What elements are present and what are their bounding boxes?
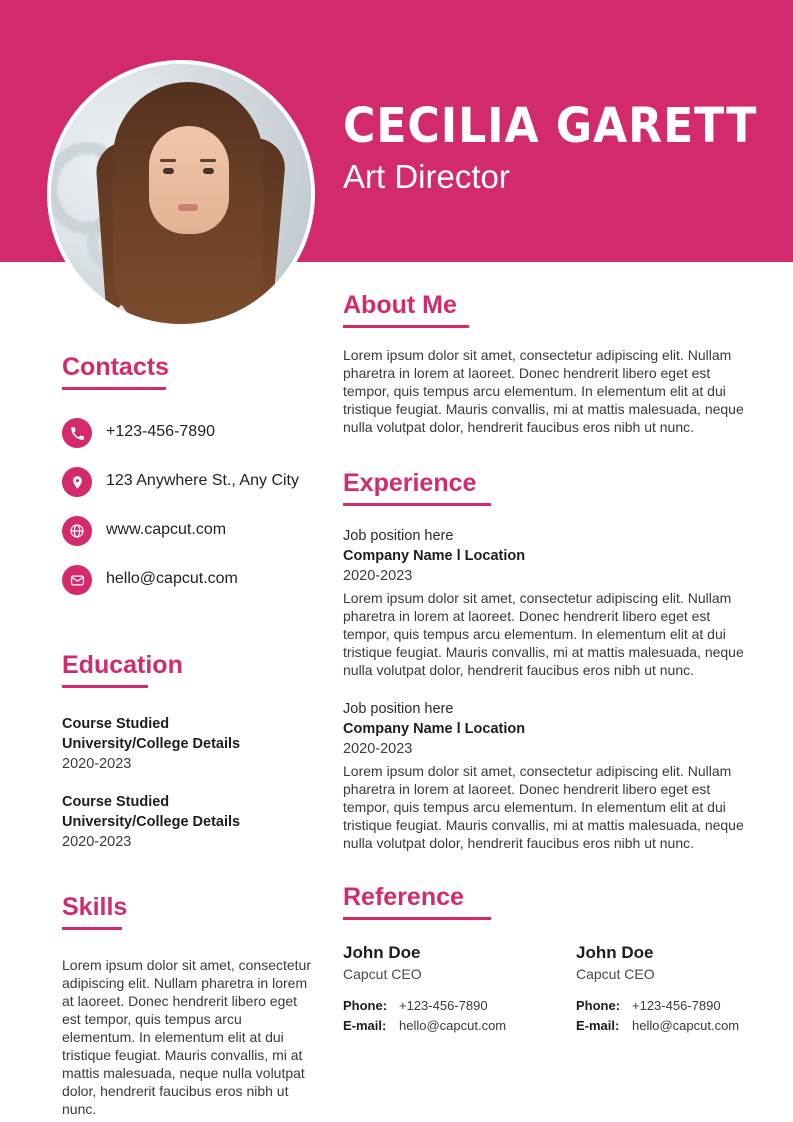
portrait-brow-left	[160, 159, 176, 162]
left-column	[62, 352, 314, 1118]
reference-name: John Doe	[576, 943, 654, 962]
list-item	[62, 792, 314, 852]
contacts-section	[62, 352, 314, 595]
spacer	[62, 614, 314, 650]
contact-item-phone[interactable]	[62, 418, 314, 448]
skills-section	[62, 892, 314, 1118]
experience-heading: Experience	[343, 469, 477, 497]
skills-body: Lorem ipsum dolor sit amet, consectetur adipiscing elit. Nullam pharetra in lorem at laoreet. Donec hendrerit libero eget est tempor, quis tempus arcu elementum. In elementum elit at dui tristique feugiat. Mauris convallis, mi at mattis malesuada, neque nulla volutpat dolor, hendrerit faucibus eros nibh ut nunc.	[62, 957, 311, 1117]
contact-item-email[interactable]	[62, 565, 314, 595]
reference-email-row	[576, 1016, 751, 1036]
reference-item	[576, 942, 751, 1036]
reference-list	[343, 942, 751, 1036]
reference-phone-row	[576, 996, 751, 1016]
page-title: CECILIA GARETT	[343, 98, 758, 154]
reference-email-label: E-mail:	[343, 1018, 387, 1033]
about-rule	[343, 325, 469, 328]
list-item	[62, 714, 314, 774]
reference-email-label: E-mail:	[576, 1018, 620, 1033]
education-course: Course Studied	[62, 794, 170, 810]
experience-position: Job position here	[343, 701, 454, 717]
education-years: 2020-2023	[62, 756, 132, 772]
reference-role: Capcut CEO	[576, 966, 655, 982]
right-column	[343, 290, 751, 1036]
reference-role: Capcut CEO	[343, 966, 422, 982]
education-section	[62, 650, 314, 852]
contacts-rule	[62, 387, 166, 390]
portrait-face	[149, 126, 229, 234]
location-pin-icon	[62, 467, 92, 497]
reference-email-value: hello@capcut.com	[632, 1018, 740, 1033]
contacts-heading: Contacts	[62, 353, 169, 381]
phone-icon	[62, 418, 92, 448]
reference-item	[343, 942, 518, 1036]
portrait-lips	[178, 204, 198, 211]
reference-phone-value: +123-456-7890	[632, 998, 721, 1013]
reference-phone-row	[343, 996, 518, 1016]
education-school: University/College Details	[62, 814, 241, 830]
contact-item-website[interactable]	[62, 516, 314, 546]
reference-section	[343, 882, 751, 1036]
experience-section	[343, 468, 751, 852]
experience-body: Lorem ipsum dolor sit amet, consectetur adipiscing elit. Nullam pharetra in lorem at laoreet. Donec hendrerit libero eget est tempor, quis tempus arcu elementum. In elementum elit at dui tristique feugiat. Mauris convallis, mi at mattis malesuada, neque nulla volutpat dolor, hendrerit faucibus eros nibh ut nunc.	[343, 590, 744, 678]
contact-item-address[interactable]	[62, 467, 314, 497]
skills-rule	[62, 927, 122, 930]
contact-email-value: hello@capcut.com	[106, 570, 238, 587]
reference-phone-label: Phone:	[576, 998, 621, 1013]
experience-rule	[343, 503, 491, 506]
portrait-eye-right	[203, 168, 214, 174]
reference-phone-label: Phone:	[343, 998, 388, 1013]
contact-address-value: 123 Anywhere St., Any City	[106, 472, 299, 489]
education-rule	[62, 685, 148, 688]
envelope-icon	[62, 565, 92, 595]
experience-position: Job position here	[343, 528, 454, 544]
experience-years: 2020-2023	[343, 741, 413, 757]
contact-website-value: www.capcut.com	[106, 521, 227, 538]
portrait-eye-left	[163, 168, 174, 174]
globe-icon	[62, 516, 92, 546]
contact-phone-value: +123-456-7890	[106, 423, 215, 440]
reference-email-row	[343, 1016, 518, 1036]
avatar	[47, 60, 315, 328]
education-school: University/College Details	[62, 736, 241, 752]
experience-body: Lorem ipsum dolor sit amet, consectetur adipiscing elit. Nullam pharetra in lorem at laoreet. Donec hendrerit libero eget est tempor, quis tempus arcu elementum. In elementum elit at dui tristique feugiat. Mauris convallis, mi at mattis malesuada, neque nulla volutpat dolor, hendrerit faucibus eros nibh ut nunc.	[343, 763, 744, 851]
name-block	[343, 100, 763, 196]
education-list	[62, 714, 314, 852]
about-body: Lorem ipsum dolor sit amet, consectetur adipiscing elit. Nullam pharetra in lorem at laoreet. Donec hendrerit libero eget est tempor, quis tempus arcu elementum. In elementum elit at dui tristique feugiat. Mauris convallis, mi at mattis malesuada, neque nulla volutpat dolor, hendrerit faucibus eros nibh ut nunc.	[343, 347, 744, 435]
portrait-brow-right	[200, 159, 216, 162]
reference-name: John Doe	[343, 943, 421, 962]
experience-company: Company Name l Location	[343, 548, 526, 564]
contacts-list	[62, 418, 314, 595]
experience-item	[343, 699, 751, 852]
reference-heading: Reference	[343, 883, 464, 911]
reference-email-value: hello@capcut.com	[399, 1018, 507, 1033]
about-section	[343, 290, 751, 436]
reference-phone-value: +123-456-7890	[399, 998, 488, 1013]
education-heading: Education	[62, 651, 183, 679]
spacer	[62, 870, 314, 892]
education-course: Course Studied	[62, 716, 170, 732]
job-title: Art Director	[343, 158, 510, 195]
experience-years: 2020-2023	[343, 568, 413, 584]
about-heading: About Me	[343, 291, 457, 319]
skills-heading: Skills	[62, 893, 128, 921]
reference-rule	[343, 917, 491, 920]
experience-company: Company Name l Location	[343, 721, 526, 737]
education-years: 2020-2023	[62, 834, 132, 850]
experience-item	[343, 526, 751, 679]
